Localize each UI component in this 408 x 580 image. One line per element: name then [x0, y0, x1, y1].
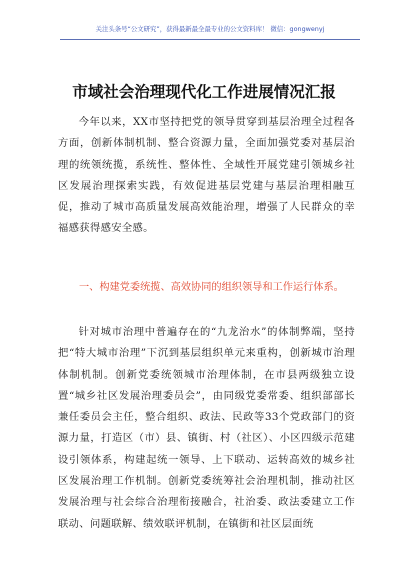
- section-1-body: [58, 322, 355, 535]
- section-1-paragraph: 针对城市治理中普遍存在的“九龙治水”的体制弊端，坚持把“特大城市治理”下沉到基层组织单元来重构，创新城市治理体制机制。创新党委统领城市治理体制，在市县两级独立设置“城乡社区发展治理委员会”，由同级党委常委、组织部部长兼任委员会主任，整合组织、政法、民政等33个党政部门的资源力量，打造区（市）县、镇街、村（社区）、小区四级示范建设引领体系，构建起统一领导、上下联动、运转高效的城乡社区发展治理工作机制。创新党委统筹社会治理机制，推动社区发展治理与社会综合治理衔接融合，社治委、政法委建立工作联动、问题联解、绩效联评机制，在镇街和社区层面统: [58, 326, 355, 530]
- promo-banner: 关注头条号“公文研究”，获得最新最全最专业的公文资料库！ 微信：gongwenyj: [60, 23, 360, 40]
- section-1-heading: 一、构建党委统揽、高效协同的组织领导和工作运行体系。: [79, 282, 344, 293]
- document-title: 市域社会治理现代化工作进展情况汇报: [72, 83, 336, 101]
- intro-paragraph: 今年以来，XX市坚持把党的领导贯穿到基层治理全过程各方面，创新体制机制、整合资源力量，全面加强党委对基层治理的统领统揽，系统性、整体性、全域性开展党建引领城乡社区发展治理探索实践，有效促进基层党建与基层治理相融互促，推动了城市高质量发展高效能治理，增强了人民群众的幸福感获得感安全感。: [58, 116, 355, 235]
- intro-section: [58, 112, 355, 240]
